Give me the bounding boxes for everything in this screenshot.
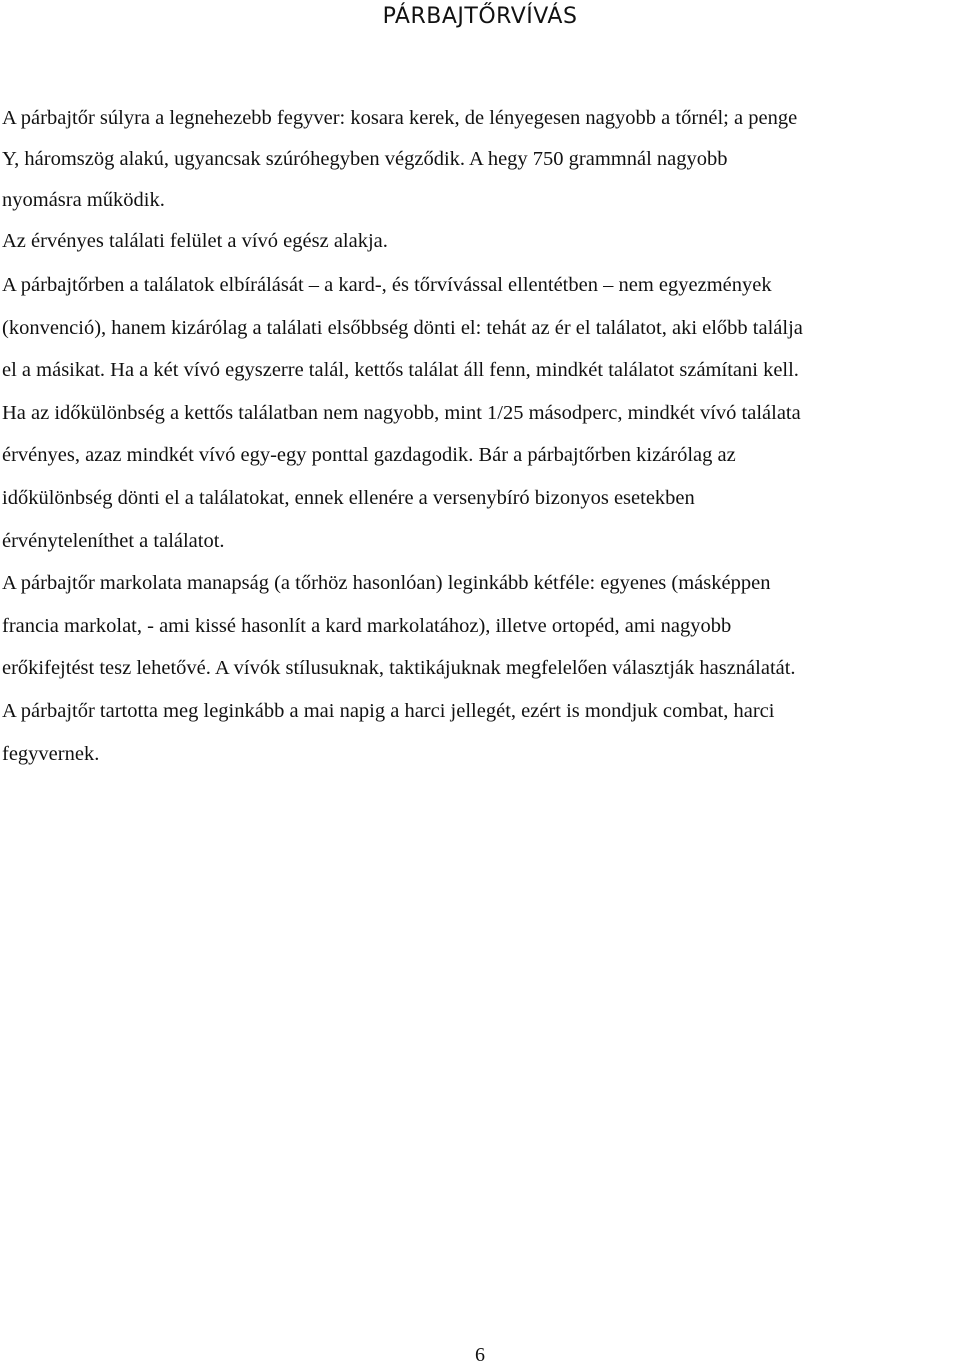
text-line: Y, háromszög alakú, ugyancsak szúróhegyben végződik. A hegy 750 grammnál nagyobb xyxy=(2,148,728,170)
text-line: A párbajtőr tartotta meg leginkább a mai napig a harci jellegét, ezért is mondjuk combat, harci xyxy=(2,699,775,722)
text-line: időkülönbség dönti el a találatokat, ennek ellenére a versenybíró bizonyos esetekben xyxy=(2,486,695,509)
text-line: francia markolat, - ami kissé hasonlít a kard markolatához), illetve ortopéd, ami nagyobb xyxy=(2,614,732,637)
paragraph-block-intro xyxy=(2,98,797,262)
page-number: 6 xyxy=(475,1344,485,1366)
text-line: fegyvernek. xyxy=(2,742,100,765)
paragraph-block-main xyxy=(2,264,803,775)
text-line: A párbajtőr súlyra a legnehezebb fegyver: kosara kerek, de lényegesen nagyobb a tőrnél; a penge xyxy=(2,107,798,129)
text-line: A párbajtőr markolata manapság (a tőrhöz hasonlóan) leginkább kétféle: egyenes (másképpen xyxy=(2,572,771,595)
text-line: el a másikat. Ha a két vívó egyszerre talál, kettős találat áll fenn, mindkét találatot számítani kell. xyxy=(2,359,799,382)
text-line: Az érvényes találati felület a vívó egész alakja. xyxy=(2,230,388,252)
text-line: erőkifejtést tesz lehetővé. A vívók stílusuknak, taktikájuknak megfelelően választják használatát. xyxy=(2,657,796,680)
text-line: (konvenció), hanem kizárólag a találati elsőbbség dönti el: tehát az ér el találatot, aki előbb találja xyxy=(2,316,803,339)
page-title: PÁRBAJTŐRVÍVÁS xyxy=(382,4,578,29)
text-line: érvényes, azaz mindkét vívó egy-egy ponttal gazdagodik. Bár a párbajtőrben kizárólag az xyxy=(2,444,736,467)
text-line: nyomásra működik. xyxy=(2,189,165,211)
text-line: A párbajtőrben a találatok elbírálását – a kard-, és tőrvívással ellentétben – nem egyezmények xyxy=(2,274,772,296)
text-line: érvényteleníthet a találatot. xyxy=(2,529,225,552)
text-line: Ha az időkülönbség a kettős találatban nem nagyobb, mint 1/25 másodperc, mindkét vívó találata xyxy=(2,401,801,424)
